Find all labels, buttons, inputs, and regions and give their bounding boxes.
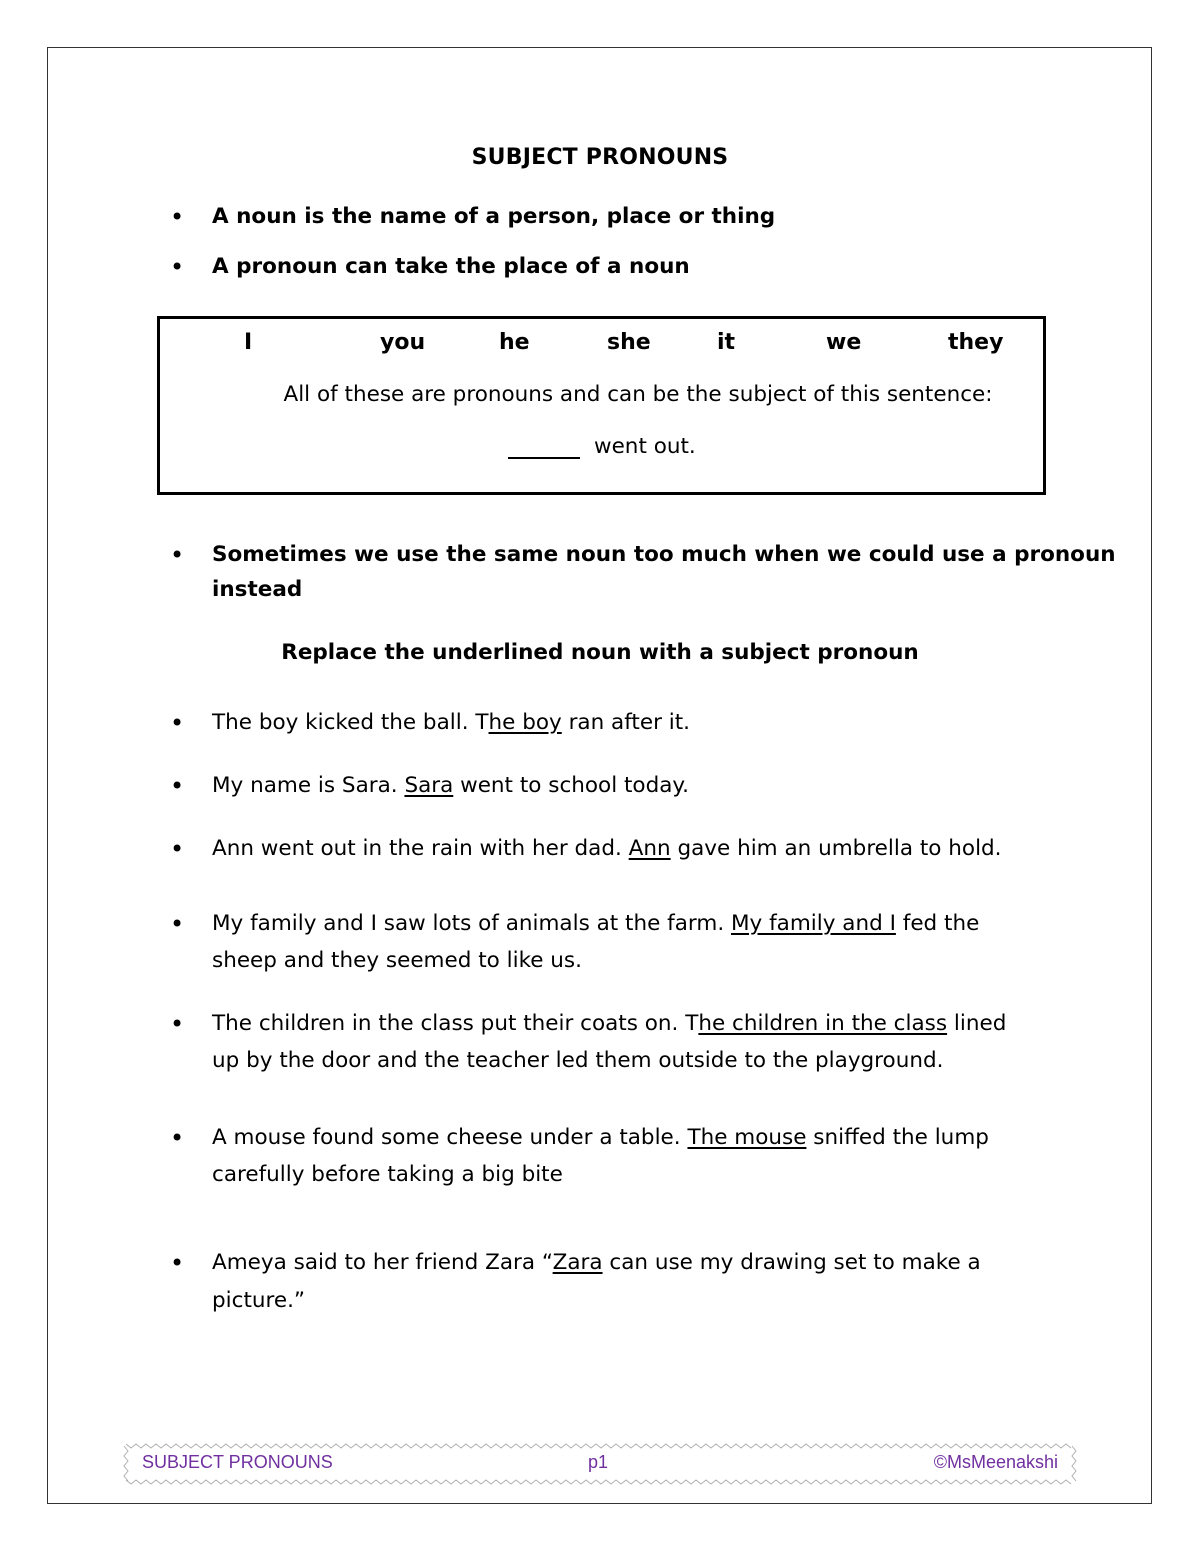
footer-title: SUBJECT PRONOUNS (142, 1452, 333, 1472)
answer-blank (508, 437, 580, 459)
exercise-4 (212, 905, 979, 942)
exercise-5-line-2: up by the door and the teacher led them outside to the playground. (212, 1048, 944, 1073)
bullet-icon: • (170, 1010, 185, 1038)
exercise-5 (212, 1005, 1006, 1042)
underlined-noun: Sara (404, 773, 454, 798)
exercise-text: can use my drawing set to make a (602, 1250, 981, 1275)
exercise-text: Ameya said to her friend Zara “ (212, 1250, 553, 1275)
exercise-text: The children in the class put their coats on. T (212, 1011, 699, 1036)
pronoun-box-sentence: All of these are pronouns and can be the subject of this sentence: (283, 382, 993, 407)
exercise-text: fed the (895, 911, 980, 936)
bullet-icon: • (170, 835, 185, 863)
exercise-text: sniffed the lump (806, 1125, 989, 1150)
exercise-text: gave him an umbrella to hold. (670, 836, 1002, 861)
pronoun-we: we (826, 330, 862, 355)
exercise-text: ran after it. (561, 710, 690, 735)
pronoun-it: it (717, 330, 736, 355)
instruction: Replace the underlined noun with a subject pronoun (281, 640, 919, 665)
exercise-text: My name is Sara. (212, 773, 405, 798)
exercise-1 (212, 704, 690, 741)
underlined-noun: My family and I (730, 911, 896, 936)
intro-bullet-1: A noun is the name of a person, place or thing (212, 204, 776, 229)
page-title: SUBJECT PRONOUNS (471, 145, 729, 170)
exercise-text: The boy kicked the ball. T (212, 710, 489, 735)
underlined-noun: The mouse (687, 1125, 807, 1150)
footer-copyright: ©MsMeenakshi (933, 1452, 1058, 1472)
exercise-7-line-2: picture.” (212, 1288, 306, 1313)
exercise-2 (212, 767, 689, 804)
bullet-icon: • (170, 1124, 185, 1152)
exercise-text: Ann went out in the rain with her dad. (212, 836, 629, 861)
exercise-text: lined (947, 1011, 1007, 1036)
exercise-6-line-2: carefully before taking a big bite (212, 1162, 563, 1187)
pronoun-i: I (244, 330, 253, 355)
exercise-3 (212, 830, 1002, 867)
pronoun-you: you (380, 330, 426, 355)
footer (122, 1442, 1078, 1486)
tip-line-1: Sometimes we use the same noun too much when we could use a pronoun (212, 542, 1116, 567)
underlined-noun: Zara (552, 1250, 603, 1275)
pronoun-she: she (607, 330, 651, 355)
underlined-noun: he children in the class (698, 1011, 948, 1036)
tip-line-2: instead (212, 577, 303, 602)
bullet-icon: • (170, 203, 185, 231)
pronoun-he: he (499, 330, 530, 355)
footer-page-number: p1 (588, 1452, 609, 1472)
pronoun-they: they (948, 330, 1004, 355)
underlined-noun: he boy (488, 710, 562, 735)
exercise-text: went to school today. (453, 773, 689, 798)
bullet-icon: • (170, 709, 185, 737)
bullet-icon: • (170, 1249, 185, 1277)
bullet-icon: • (170, 253, 185, 281)
underlined-noun: Ann (628, 836, 671, 861)
exercise-6 (212, 1119, 989, 1156)
exercise-4-line-2: sheep and they seemed to like us. (212, 948, 582, 973)
bullet-icon: • (170, 910, 185, 938)
exercise-7 (212, 1244, 981, 1281)
intro-bullet-2: A pronoun can take the place of a noun (212, 254, 690, 279)
bullet-icon: • (170, 772, 185, 800)
bullet-icon: • (170, 541, 185, 569)
blank-sentence (508, 434, 696, 459)
blank-sentence-text: went out. (594, 434, 696, 459)
exercise-text: My family and I saw lots of animals at the farm. (212, 911, 731, 936)
exercise-text: A mouse found some cheese under a table. (212, 1125, 688, 1150)
